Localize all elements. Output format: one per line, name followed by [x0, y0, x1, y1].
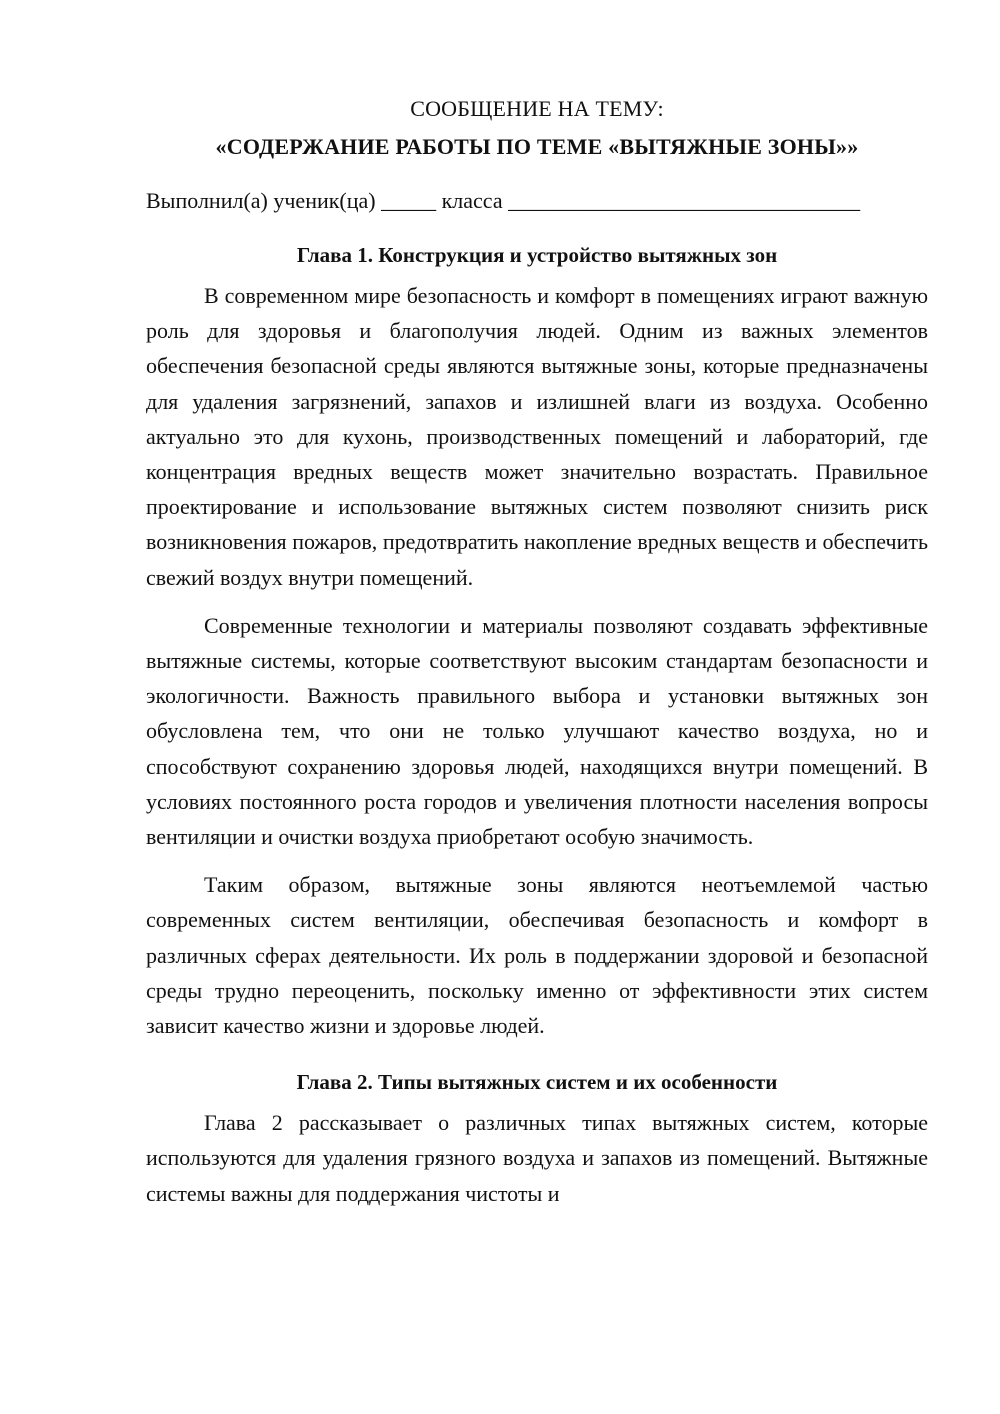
author-line: Выполнил(а) ученик(ца) _____ класса ________________________________: [146, 188, 861, 213]
chapter-1: [146, 240, 928, 1043]
document-topic: «СОДЕРЖАНИЕ РАБОТЫ ПО ТЕМЕ «ВЫТЯЖНЫЕ ЗОНЫ»»: [215, 134, 859, 159]
document-title: СООБЩЕНИЕ НА ТЕМУ:: [410, 96, 664, 121]
paragraph: Глава 2 рассказывает о различных типах вытяжных систем, которые используются для удаления грязного воздуха и запахов из помещений. Вытяжные системы важны для поддержания чистоты и: [146, 1110, 928, 1206]
chapter-2: [146, 1067, 928, 1211]
document-page: [146, 90, 928, 1224]
paragraph: Современные технологии и материалы позволяют создавать эффективные вытяжные системы, которые соответствуют высоким стандартам безопасности и экологичности. Важность правильного выбора и установки вытяжных зон обусловлена тем, что они не только улучшают качество воздуха, но и способствуют сохранению здоровья людей, находящихся внутри помещений. В условиях постоянного роста городов и увеличения плотности населения вопросы вентиляции и очистки воздуха приобретают особую значимость.: [146, 612, 928, 850]
paragraph: Таким образом, вытяжные зоны являются неотъемлемой частью современных систем вентиляции, обеспечивая безопасность и комфорт в различных сферах деятельности. Их роль в поддержании здоровой и безопасной среды трудно переоценить, поскольку именно от эффективности этих систем зависит качество жизни и здоровье людей.: [146, 872, 928, 1039]
chapter-heading: Глава 1. Конструкция и устройство вытяжных зон: [296, 243, 778, 267]
paragraph: В современном мире безопасность и комфорт в помещениях играют важную роль для здоровья и благополучия людей. Одним из важных элементов обеспечения безопасной среды являются вытяжные зоны, которые предназначены для удаления загрязнений, запахов и излишней влаги из воздуха. Особенно актуально это для кухонь, производственных помещений и лабораторий, где концентрация вредных веществ может значительно возрастать. Правильное проектирование и использование вытяжных систем позволяют снизить риск возникновения пожаров, предотвратить накопление вредных веществ и обеспечить свежий воздух внутри помещений.: [146, 283, 928, 590]
chapter-heading: Глава 2. Типы вытяжных систем и их особенности: [296, 1070, 778, 1095]
